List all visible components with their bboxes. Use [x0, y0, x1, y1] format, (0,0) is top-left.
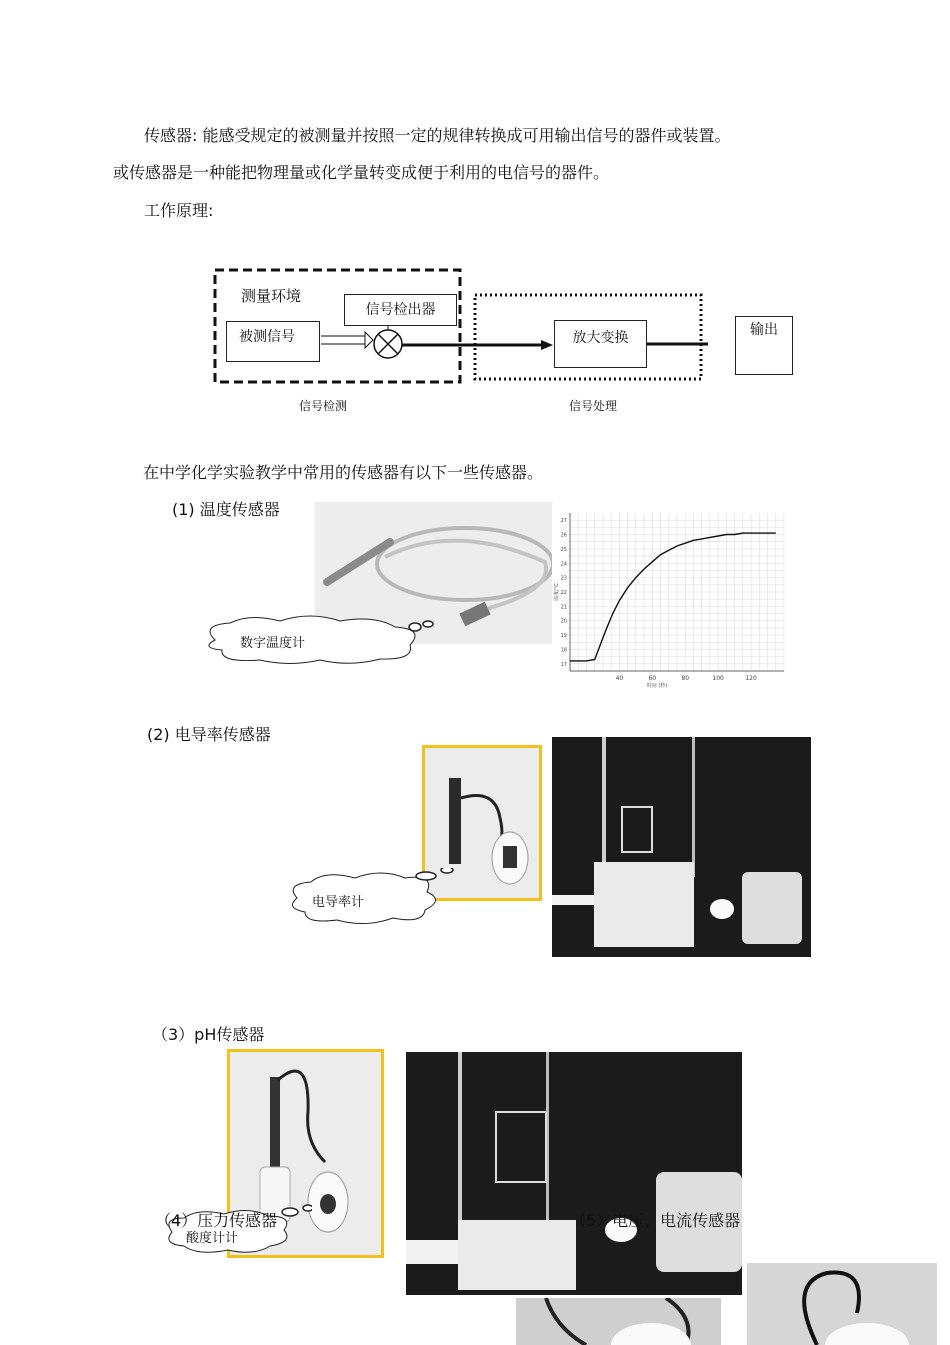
- temperature-chart: [552, 503, 790, 688]
- ph-cloud-label: 酸度计计: [186, 1231, 239, 1246]
- voltage-sensor-photo: [747, 1263, 937, 1345]
- amplify-label: 放大变换: [572, 330, 629, 346]
- detection-caption: 信号检测: [299, 399, 348, 413]
- detector-label: 信号检出器: [365, 302, 436, 318]
- chart-x-tick-label: 80: [681, 675, 690, 682]
- conductivity-cloud-label: 电导率计: [312, 895, 365, 910]
- temperature-heading: (1) 温度传感器: [172, 500, 280, 519]
- principle-diagram: [213, 268, 708, 418]
- voltage-heading: （5）电压、电流传感器: [570, 1211, 741, 1230]
- principle-heading: 工作原理:: [144, 201, 214, 220]
- detector-box: [344, 294, 457, 326]
- output-box: [735, 316, 793, 375]
- chart-x-tick-label: 40: [615, 675, 624, 682]
- pressure-heading: （4）压力传感器: [155, 1211, 278, 1230]
- chart-x-axis-label: 时间 (秒): [646, 683, 668, 688]
- chart-x-tick-label: 60: [648, 675, 657, 682]
- chart-y-tick-label: 27: [560, 518, 567, 525]
- signal-box: [226, 321, 320, 362]
- output-label: 输出: [750, 322, 778, 338]
- chart-y-tick-label: 19: [560, 633, 567, 640]
- conductivity-setup-photo: [552, 737, 811, 957]
- pressure-sensor-drawing: [516, 1298, 721, 1345]
- chart-y-tick-label: 23: [560, 575, 567, 582]
- conductivity-heading: (2) 电导率传感器: [147, 725, 271, 744]
- temperature-cloud: [200, 615, 440, 665]
- chart-y-tick-label: 25: [560, 546, 567, 553]
- definition-line-2: 或传感器是一种能把物理量或化学量转变成便于利用的电信号的器件。: [113, 163, 610, 182]
- chart-y-tick-label: 22: [560, 590, 567, 596]
- chart-y-tick-label: 17: [560, 661, 567, 668]
- chart-y-tick-label: 26: [560, 532, 567, 539]
- chart-y-tick-label: 24: [560, 561, 567, 568]
- signal-label: 被测信号: [239, 329, 295, 345]
- ph-heading: （3）pH传感器: [152, 1025, 265, 1044]
- sensors-intro: 在中学化学实验教学中常用的传感器有以下一些传感器。: [143, 463, 544, 482]
- pressure-sensor-photo: [516, 1298, 721, 1345]
- temperature-cloud-label: 数字温度计: [240, 636, 306, 651]
- chart-y-tick-label: 20: [560, 618, 567, 625]
- chart-y-tick-label: 18: [560, 647, 567, 654]
- voltage-sensor-drawing: [747, 1263, 937, 1345]
- ph-setup-photo: [406, 1052, 742, 1295]
- chart-y-axis-label: 温度/°C: [554, 583, 560, 601]
- chart-x-tick-label: 120: [745, 675, 757, 682]
- processing-caption: 信号处理: [569, 399, 618, 413]
- env-label: 测量环境: [241, 287, 302, 305]
- chart-x-tick-label: 100: [712, 675, 724, 682]
- definition-line-1: 传感器: 能感受规定的被测量并按照一定的规律转换成可用输出信号的器件或装置。: [144, 126, 731, 145]
- conductivity-setup-drawing: [552, 737, 811, 957]
- ph-setup-drawing: [406, 1052, 742, 1295]
- amplify-box: [554, 320, 647, 368]
- chart-y-tick-label: 21: [560, 604, 567, 611]
